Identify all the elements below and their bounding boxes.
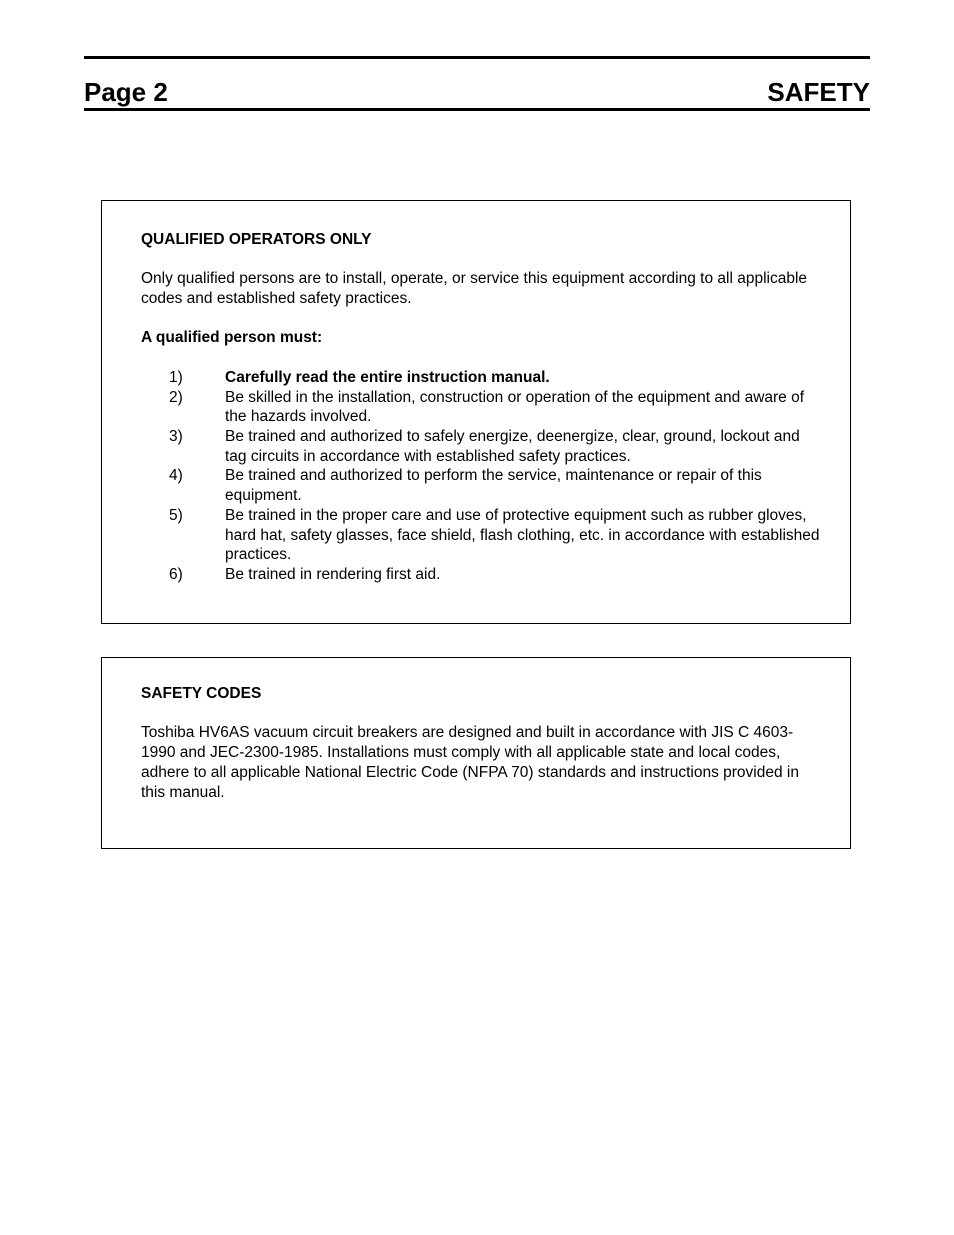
safety-codes-title: SAFETY CODES	[141, 685, 262, 702]
list-item-text: Be trained in rendering first aid.	[225, 565, 441, 583]
list-item-number: 1)	[169, 368, 183, 386]
qualified-person-requirements-list	[141, 368, 821, 585]
list-item-number: 2)	[169, 388, 183, 406]
list-item	[141, 466, 821, 505]
qualified-operators-content	[141, 230, 821, 585]
list-item	[141, 388, 821, 427]
list-item-number: 4)	[169, 467, 183, 485]
list-item	[141, 368, 821, 388]
section-title-heading: SAFETY	[767, 77, 870, 107]
list-item-text: Be trained in the proper care and use of protective equipment such as rubber gloves, hard hat, safety glasses, face shield, flash clothing, etc. in accordance with established practices.	[225, 506, 820, 564]
header-top-rule	[84, 56, 870, 59]
list-item	[141, 427, 821, 466]
qualified-person-subtitle: A qualified person must:	[141, 329, 323, 347]
header-bottom-rule	[84, 108, 870, 111]
list-item-number: 3)	[169, 427, 183, 445]
safety-codes-box	[101, 657, 851, 849]
list-item-text: Be trained and authorized to safely energize, deenergize, clear, ground, lockout and tag circuits in accordance with established safety practices.	[225, 427, 800, 465]
list-item-text: Be skilled in the installation, construction or operation of the equipment and aware of the hazards involved.	[225, 388, 805, 426]
list-item-number: 6)	[169, 565, 183, 583]
safety-codes-body: Toshiba HV6AS vacuum circuit breakers are designed and built in accordance with JIS C 4603-1990 and JEC-2300-1985. Installations must comply with all applicable state and local codes, adhere to all applicable National Electric Code (NFPA 70) standards and instructions provided in this manual.	[141, 724, 799, 801]
list-item	[141, 506, 821, 565]
safety-codes-content	[141, 684, 821, 802]
qualified-operators-box	[101, 200, 851, 624]
list-item-text: Carefully read the entire instruction manual.	[225, 368, 550, 386]
page-number-heading: Page 2	[84, 77, 168, 107]
qualified-operators-intro: Only qualified persons are to install, operate, or service this equipment according to all applicable codes and established safety practices.	[141, 270, 808, 308]
list-item-number: 5)	[169, 506, 183, 524]
list-item-text: Be trained and authorized to perform the service, maintenance or repair of this equipment.	[225, 467, 762, 505]
list-item	[141, 565, 821, 585]
qualified-operators-title: QUALIFIED OPERATORS ONLY	[141, 231, 372, 248]
